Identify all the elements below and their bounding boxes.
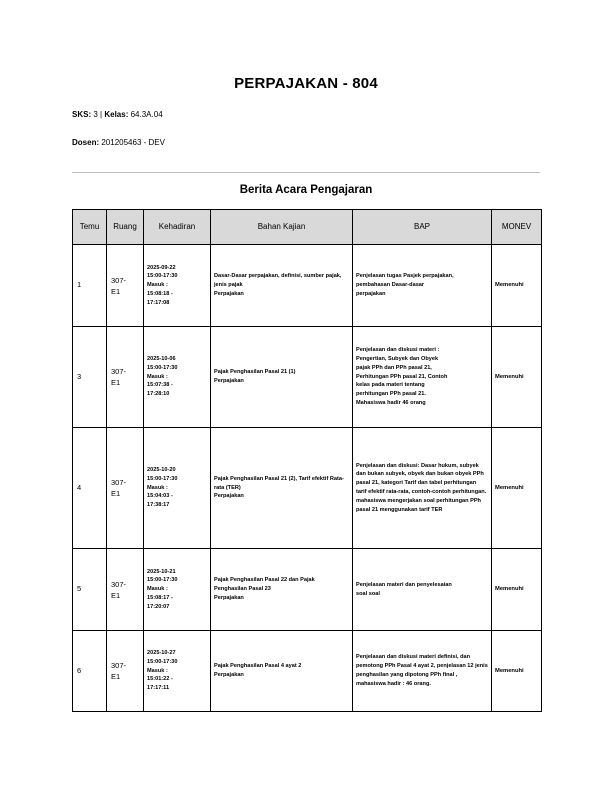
- cell-kehadiran: 2025-09-22 15:00-17:30 Masuk : 15:08:18 - 17:17:08: [144, 245, 211, 327]
- course-info: [72, 110, 163, 119]
- kelas-value: 64.3A.04: [130, 110, 163, 119]
- table-row: [73, 549, 542, 631]
- cell-monev: Memenuhi: [492, 631, 542, 712]
- table-row: [73, 245, 542, 327]
- cell-ruang: 307- E1: [107, 428, 144, 549]
- info-separator: |: [100, 110, 103, 119]
- cell-temu: 5: [73, 549, 107, 631]
- cell-monev: Memenuhi: [492, 428, 542, 549]
- page-title: PERPAJAKAN - 804: [234, 75, 378, 92]
- column-header-monev: MONEV: [492, 210, 542, 245]
- cell-temu: 6: [73, 631, 107, 712]
- cell-kehadiran: 2025-10-27 15:00-17:30 Masuk : 15:01:22 - 17:17:11: [144, 631, 211, 712]
- dosen-value: 201205463 - DEV: [101, 138, 165, 147]
- cell-kehadiran: 2025-10-20 15:00-17:30 Masuk : 15:04:03 - 17:38:17: [144, 428, 211, 549]
- cell-ruang: 307- E1: [107, 245, 144, 327]
- cell-ruang: 307- E1: [107, 549, 144, 631]
- column-header-ruang: Ruang: [107, 210, 144, 245]
- divider-line: [72, 172, 540, 173]
- cell-bap: Penjelasan dan diskusi materi : Pengertian, Subyek dan Obyek pajak PPh dan PPh pasal 21, Perhitungan PPh pasal 21, Contoh kelas pada materi tentang perhitungan PPh pasal 21. Mahasiswa hadir 46 orang: [353, 327, 492, 428]
- cell-monev: Memenuhi: [492, 549, 542, 631]
- cell-temu: 1: [73, 245, 107, 327]
- column-header-kehadiran: Kehadiran: [144, 210, 211, 245]
- table-row: [73, 631, 542, 712]
- cell-monev: Memenuhi: [492, 245, 542, 327]
- cell-bap: Penjelasan materi dan penyelesaian soal soal: [353, 549, 492, 631]
- cell-bahan-kajian: Pajak Penghasilan Pasal 21 (2), Tarif efektif Rata-rata (TER) Perpajakan: [211, 428, 353, 549]
- table-header-row: [73, 210, 542, 245]
- cell-kehadiran: 2025-10-06 15:00-17:30 Masuk : 15:07:38 - 17:28:10: [144, 327, 211, 428]
- column-header-bap: BAP: [353, 210, 492, 245]
- column-header-temu: Temu: [73, 210, 107, 245]
- dosen-label: Dosen:: [72, 138, 100, 147]
- cell-ruang: 307- E1: [107, 327, 144, 428]
- lecturer-info: [72, 138, 165, 147]
- cell-temu: 4: [73, 428, 107, 549]
- cell-bahan-kajian: Dasar-Dasar perpajakan, definisi, sumber pajak, jenis pajak Perpajakan: [211, 245, 353, 327]
- table-row: [73, 428, 542, 549]
- column-header-bahan-kajian: Bahan Kajian: [211, 210, 353, 245]
- cell-bap: Penjelasan dan diskusi: Dasar hukum, subyek dan bukan subyek, obyek dan bukan obyek PPh pasal 21, kategori Tarif dan tabel perhitungan tarif efektif rata-rata, contoh-contoh perhitungan. mahasiswa mengerjakan soal perhitungan PPh pasal 21 menggunakan tarif TER: [353, 428, 492, 549]
- sks-label: SKS:: [72, 110, 92, 119]
- cell-monev: Memenuhi: [492, 327, 542, 428]
- cell-bap: Penjelasan dan diskusi materi definisi, dan pemotong PPh Pasal 4 ayat 2, penjelasan 12 jenis penghasilan yang dipotong PPh final , mahasiswa hadir : 46 orang.: [353, 631, 492, 712]
- cell-ruang: 307- E1: [107, 631, 144, 712]
- cell-bahan-kajian: Pajak Penghasilan Pasal 4 ayat 2 Perpajakan: [211, 631, 353, 712]
- cell-temu: 3: [73, 327, 107, 428]
- cell-bahan-kajian: Pajak Penghasilan Pasal 21 (1) Perpajakan: [211, 327, 353, 428]
- kelas-label: Kelas:: [104, 110, 129, 119]
- cell-kehadiran: 2025-10-21 15:00-17:30 Masuk : 15:08:17 - 17:20:07: [144, 549, 211, 631]
- section-title: Berita Acara Pengajaran: [239, 184, 373, 196]
- sks-value: 3: [93, 110, 98, 119]
- teaching-record-table: [72, 209, 542, 712]
- cell-bap: Penjelasan tugas Pasjek perpajakan, pembahasan Dasar-dasar perpajakan: [353, 245, 492, 327]
- table-row: [73, 327, 542, 428]
- cell-bahan-kajian: Pajak Penghasilan Pasal 22 dan Pajak Penghasilan Pasal 23 Perpajakan: [211, 549, 353, 631]
